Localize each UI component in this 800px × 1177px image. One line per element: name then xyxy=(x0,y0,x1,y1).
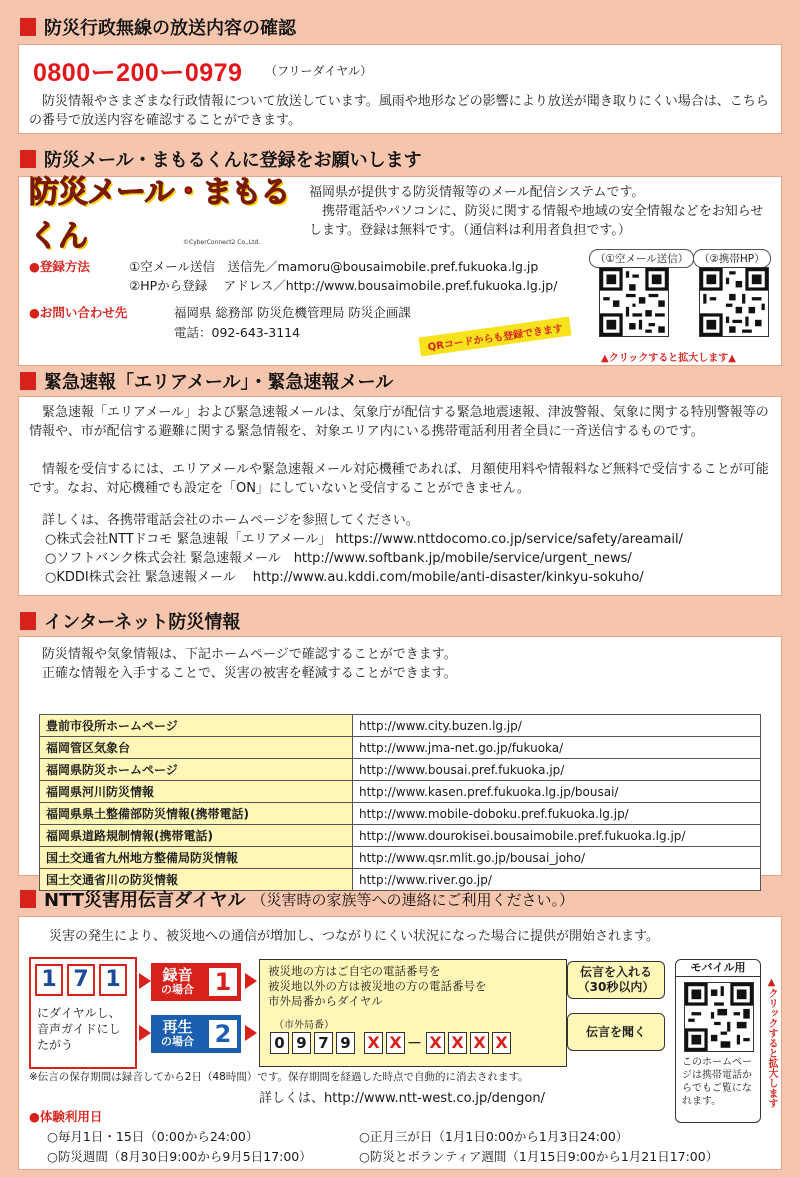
qr2-label: （②携帯HP） xyxy=(693,249,771,268)
number-dash: － xyxy=(407,1034,423,1052)
listen-message-box: 伝言を聞く xyxy=(567,1013,665,1051)
section-title-mail: 防災メール・まもるくんに登録をお願いします xyxy=(20,146,422,172)
dial-digit: 1 xyxy=(99,964,127,996)
ntt-intro: 災害の発生により、被災地への通信が増加し、つながりにくい状況になった場合に提供が開始されます。 xyxy=(49,929,659,944)
area-mail-p2: 情報を受信するには、エリアメールや緊急速報メール対応機種であれば、月額使用料や情報料など無料で受信することが可能です。なお、対応機種でも設定を「ON」にしていないと受信することができません。 xyxy=(29,462,769,496)
click-enlarge-side-note: ▲クリックすると拡大します xyxy=(766,977,777,1108)
section-title-internet: インターネット防災情報 xyxy=(20,608,240,634)
dial-171-block xyxy=(29,957,137,1069)
table-row xyxy=(40,715,761,737)
dial-instruction: にダイヤルし、音声ガイドにしたがう xyxy=(37,1006,121,1052)
internet-p2: 正確な情報を入手することで、災害の被害を軽減することができます。 xyxy=(29,666,457,681)
table-row xyxy=(40,759,761,781)
table-row xyxy=(40,825,761,847)
phone-number-instruction: 被災地の方はご自宅の電話番号を 被災地以外の方は被災地の方の電話番号を 市外局番からダイヤル （市外局番） 0 9 7 9 X X － X X X X xyxy=(259,959,567,1067)
number-placeholder: X xyxy=(364,1032,383,1054)
dial-digit: 7 xyxy=(67,964,95,996)
area-code-label: （市外局番） xyxy=(274,1020,334,1031)
mobile-note: このホームページは携帯電話からでもご覧になれます。 xyxy=(682,1057,752,1107)
trial-item: ○正月三が日（1月1日0:00から1月3日24:00） xyxy=(359,1129,629,1144)
section-title-ntt: NTT災害用伝言ダイヤル （災害時の家族等への連絡にご利用ください。） xyxy=(20,886,574,912)
link-name: 福岡県県土整備部防災情報(携帯電話) xyxy=(40,803,353,825)
area-digit: 0 xyxy=(270,1032,289,1054)
radio-description: 防災情報やさまざまな行政情報について放送しています。風雨や地形などの影響により放送が聞き取りにくい場合は、こちらの番号で放送内容を確認することができます。 xyxy=(29,94,769,128)
ntt-dial-box xyxy=(18,916,782,1170)
number-placeholder: X xyxy=(492,1032,511,1054)
table-row xyxy=(40,737,761,759)
red-square-icon xyxy=(20,890,36,908)
link-name: 福岡県道路規制情報(携帯電話) xyxy=(40,825,353,847)
free-dial-note: （フリーダイヤル） xyxy=(265,64,373,78)
playback-mode: 再生 の場合 2 xyxy=(151,1015,241,1053)
free-dial-number[interactable]: 0800ー200ー0979 xyxy=(33,59,243,87)
qr-code-mobile-icon[interactable] xyxy=(684,982,754,1052)
area-mail-box xyxy=(18,396,782,596)
section-title-area-mail: 緊急速報「エリアメール」・緊急速報メール xyxy=(20,368,393,394)
link-name: 福岡管区気象台 xyxy=(40,737,353,759)
dial-digit: 1 xyxy=(35,964,63,996)
arrow-right-icon xyxy=(245,973,257,989)
number-placeholder: X xyxy=(470,1032,489,1054)
register-method-1[interactable]: ①空メール送信 送信先／mamoru@bousaimobile.pref.fukuoka.lg.jp xyxy=(129,259,539,274)
area-digit: 9 xyxy=(292,1032,311,1054)
table-row xyxy=(40,781,761,803)
contact-label: ●お問い合わせ先 xyxy=(29,305,128,320)
mamorukun-logo: 防災メール・まもるくん xyxy=(29,175,290,254)
link-name: 国土交通省川の防災情報 xyxy=(40,869,353,891)
register-method-2[interactable]: ②HPから登録 アドレス／http://www.bousaimobile.pref.fukuoka.lg.jp/ xyxy=(129,278,558,293)
trial-item: ○防災週間（8月30日9:00から9月5日17:00） xyxy=(47,1149,312,1164)
qr-register-tag: QRコードからも登録できます xyxy=(418,317,571,357)
contact-dept: 福岡県 総務部 防災危機管理局 防災企画課 xyxy=(174,305,411,320)
click-enlarge-note: ▲クリックすると拡大します▲ xyxy=(601,353,736,364)
link-url[interactable]: http://www.qsr.mlit.go.jp/bousai_joho/ xyxy=(353,847,761,869)
area-digit: 9 xyxy=(336,1032,355,1054)
trial-item: ○防災とボランティア週間（1月15日9:00から1月21日17:00） xyxy=(359,1149,719,1164)
carrier-kddi-link[interactable]: ○KDDI株式会社 緊急速報メール http://www.au.kddi.com/mobile/anti-disaster/kinkyu-sokuho/ xyxy=(45,570,644,585)
logo-copyright: ©CyberConnect2 Co.,Ltd. xyxy=(183,239,261,246)
number-placeholder: X xyxy=(386,1032,405,1054)
record-message-box: 伝言を入れる（30秒以内） xyxy=(567,961,665,999)
mail-info-box xyxy=(18,176,782,366)
table-row xyxy=(40,803,761,825)
qr-code-hp-icon[interactable] xyxy=(699,267,769,337)
ntt-details-link[interactable]: 詳しくは、http://www.ntt-west.co.jp/dengon/ xyxy=(259,1091,545,1106)
trial-item: ○毎月1日・15日（0:00から24:00） xyxy=(47,1129,259,1144)
ntt-footnote: ※伝言の保存期間は録音してから2日（48時間）です。保存期間を経過した時点で自動的に消去されます。 xyxy=(29,1071,529,1083)
link-url[interactable]: http://www.jma-net.go.jp/fukuoka/ xyxy=(353,737,761,759)
link-name: 国土交通省九州地方整備局防災情報 xyxy=(40,847,353,869)
link-name: 福岡県河川防災情報 xyxy=(40,781,353,803)
table-row xyxy=(40,847,761,869)
link-url[interactable]: http://www.dourokisei.bousaimobile.pref.fukuoka.lg.jp/ xyxy=(353,825,761,847)
qr1-label: （①空メール送信） xyxy=(589,249,694,268)
red-square-icon xyxy=(20,150,36,168)
arrow-right-icon xyxy=(139,973,151,989)
mobile-qr-block xyxy=(675,959,761,1123)
internet-info-box xyxy=(18,636,782,887)
arrow-right-icon xyxy=(245,1025,257,1041)
arrow-right-icon xyxy=(139,1025,151,1041)
number-placeholder: X xyxy=(426,1032,445,1054)
qr-code-mail-icon[interactable] xyxy=(599,267,669,337)
area-mail-p3: 詳しくは、各携帯電話会社のホームページを参照してください。 xyxy=(29,513,419,528)
carrier-docomo-link[interactable]: ○株式会社NTTドコモ 緊急速報「エリアメール」 https://www.nttdocomo.co.jp/service/safety/areamail/ xyxy=(45,532,684,547)
area-digit: 7 xyxy=(314,1032,333,1054)
contact-phone: 電話：092-643-3114 xyxy=(174,325,301,340)
section-title-radio: 防災行政無線の放送内容の確認 xyxy=(20,14,296,40)
trial-label: ●体験利用日 xyxy=(29,1109,103,1124)
internet-p1: 防災情報や気象情報は、下記ホームページで確認することができます。 xyxy=(29,647,457,662)
link-url[interactable]: http://www.kasen.pref.fukuoka.lg.jp/bousai/ xyxy=(353,781,761,803)
mobile-label: モバイル用 xyxy=(676,960,760,977)
link-url[interactable]: http://www.river.go.jp/ xyxy=(353,869,761,891)
radio-info-box xyxy=(18,44,782,134)
register-label: ●登録方法 xyxy=(29,259,90,274)
number-placeholder: X xyxy=(448,1032,467,1054)
link-name: 福岡県防災ホームページ xyxy=(40,759,353,781)
record-mode: 録音 の場合 1 xyxy=(151,963,241,1001)
mail-desc-2: 携帯電話やパソコンに、防災に関する情報や地域の安全情報などをお知らせします。登録は無料です。（通信料は利用者負担です。） xyxy=(309,204,764,238)
link-name: 豊前市役所ホームページ xyxy=(40,715,353,737)
links-table xyxy=(39,714,761,891)
link-url[interactable]: http://www.mobile-doboku.pref.fukuoka.lg.jp/ xyxy=(353,803,761,825)
red-square-icon xyxy=(20,612,36,630)
link-url[interactable]: http://www.city.buzen.lg.jp/ xyxy=(353,715,761,737)
red-square-icon xyxy=(20,18,36,36)
carrier-softbank-link[interactable]: ○ソフトバンク株式会社 緊急速報メール http://www.softbank.jp/mobile/service/urgent_news/ xyxy=(45,551,632,566)
mail-desc-1: 福岡県が提供する防災情報等のメール配信システムです。 xyxy=(309,185,645,200)
area-mail-p1: 緊急速報「エリアメール」および緊急速報メールは、気象庁が配信する緊急地震速報、津波警報、気象に関する特別警報等の情報や、市が配信する避難に関する緊急情報を、対象エリア内にいる携帯電話利用者全員に一斉送信するものです。 xyxy=(29,405,769,439)
red-square-icon xyxy=(20,372,36,390)
link-url[interactable]: http://www.bousai.pref.fukuoka.jp/ xyxy=(353,759,761,781)
